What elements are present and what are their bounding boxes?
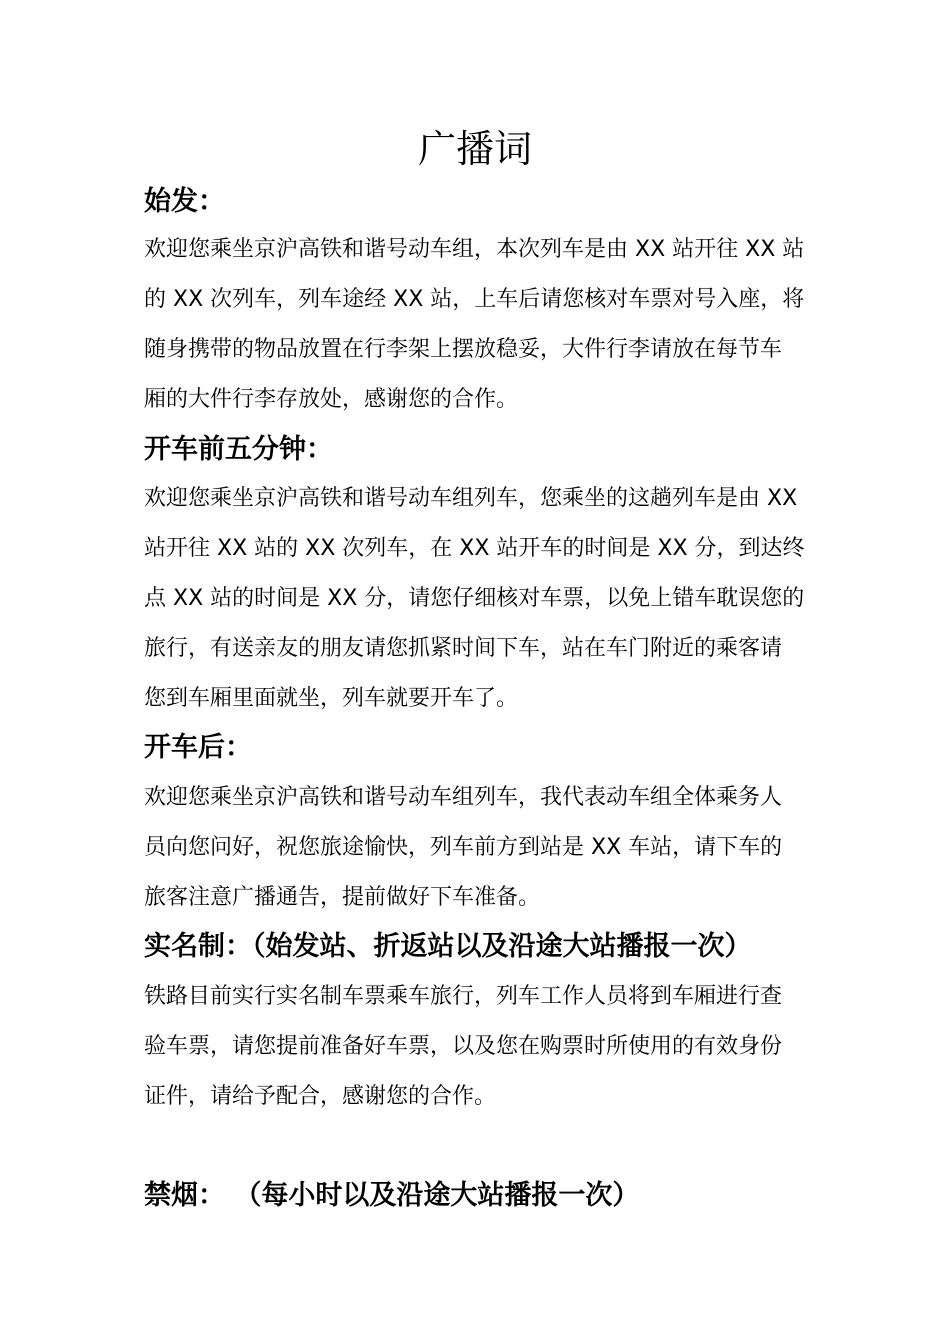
paragraph-line: 欢迎您乘坐京沪高铁和谐号动车组，本次列车是由 XX 站开往 XX 站 (144, 237, 805, 262)
paragraph-line: 站开往 XX 站的 XX 次列车，在 XX 站开车的时间是 XX 分，到达终 (144, 536, 805, 561)
paragraph-line: 随身携带的物品放置在行李架上摆放稳妥，大件行李请放在每节车 (144, 337, 783, 362)
section-paragraph-five-minutes-before (144, 474, 809, 724)
section-heading-no-smoking: 禁烟： （每小时以及沿途大站播报一次） (144, 1180, 640, 1211)
paragraph-line: 厢的大件行李存放处，感谢您的合作。 (144, 387, 519, 412)
paragraph-line: 验车票，请您提前准备好车票，以及您在购票时所使用的有效身份 (144, 1034, 783, 1059)
paragraph-line: 证件，请给予配合，感谢您的合作。 (144, 1084, 497, 1109)
section-heading-five-minutes-before: 开车前五分钟： (144, 434, 333, 465)
section-heading-departure: 始发： (144, 186, 225, 217)
paragraph-line: 欢迎您乘坐京沪高铁和谐号动车组列车，您乘坐的这趟列车是由 XX (144, 486, 798, 511)
paragraph-line: 铁路目前实行实名制车票乘车旅行，列车工作人员将到车厢进行查 (144, 984, 783, 1009)
paragraph-line: 旅行，有送亲友的朋友请您抓紧时间下车，站在车门附近的乘客请 (144, 636, 783, 661)
document-title: 广播词 (417, 127, 532, 171)
section-paragraph-after-departure (144, 773, 809, 923)
paragraph-line: 您到车厢里面就坐，列车就要开车了。 (144, 686, 519, 711)
section-paragraph-real-name (144, 972, 809, 1122)
section-paragraph-departure (144, 225, 809, 425)
paragraph-line: 点 XX 站的时间是 XX 分，请您仔细核对车票，以免上错车耽误您的 (144, 586, 805, 611)
section-heading-real-name: 实名制：（始发站、折返站以及沿途大站播报一次） (144, 931, 752, 962)
paragraph-line: 旅客注意广播通告，提前做好下车准备。 (144, 885, 541, 910)
paragraph-line: 员向您问好，祝您旅途愉快，列车前方到站是 XX 车站，请下车的 (144, 835, 783, 860)
section-heading-after-departure: 开车后： (144, 732, 252, 763)
paragraph-line: 欢迎您乘坐京沪高铁和谐号动车组列车，我代表动车组全体乘务人 (144, 785, 783, 810)
paragraph-line: 的 XX 次列车，列车途经 XX 站，上车后请您核对车票对号入座，将 (144, 287, 805, 312)
